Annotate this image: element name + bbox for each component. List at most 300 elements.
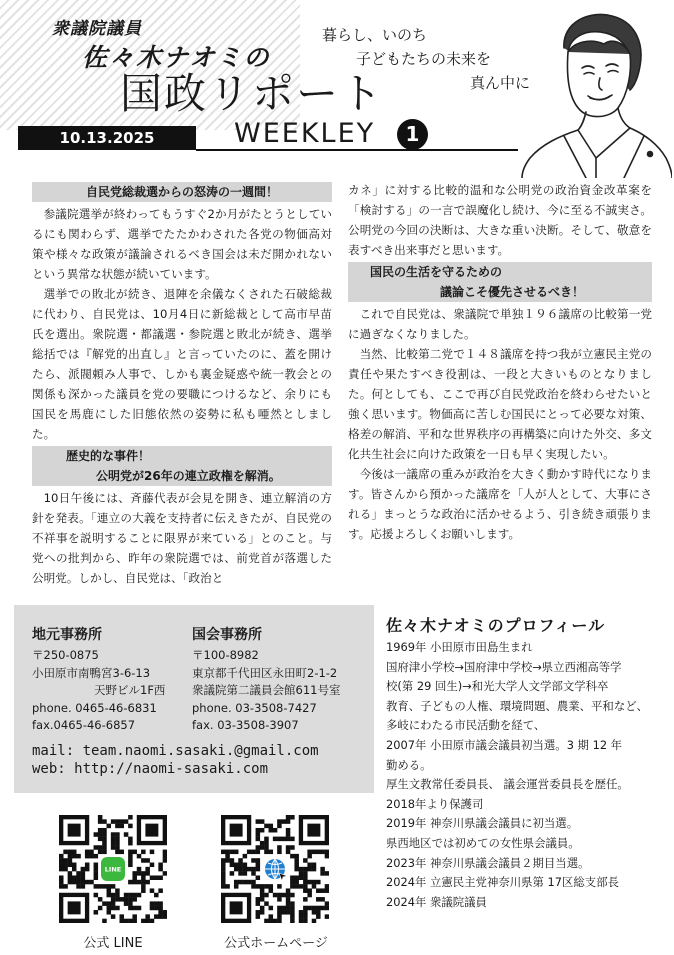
qr-module — [94, 854, 99, 859]
qr-module — [111, 837, 116, 842]
qr-module — [107, 893, 112, 898]
qr-module — [94, 867, 99, 872]
qr-module — [102, 841, 107, 846]
qr-module — [256, 850, 261, 855]
qr-module — [98, 819, 103, 824]
qr-module — [281, 837, 286, 842]
qr-module — [299, 910, 304, 915]
qr-module — [264, 850, 269, 855]
qr-module — [260, 819, 265, 824]
qr-module — [269, 828, 274, 833]
qr-module — [163, 858, 167, 863]
qr-module — [303, 914, 308, 919]
qr-module — [115, 841, 120, 846]
profile-line: 2007年 小田原市議会議員初当選。3 期 12 年 — [386, 737, 623, 752]
qr-module — [102, 901, 107, 906]
profile-line: 多岐にわたる市民活動を経て、 — [386, 718, 546, 733]
qr-module — [303, 888, 308, 893]
qr-module — [63, 850, 68, 855]
qr-module — [128, 841, 133, 846]
profile-title: 佐々木ナオミのプロフィール — [386, 616, 606, 635]
qr-module — [68, 858, 73, 863]
qr-finder-pattern — [68, 824, 81, 837]
qr-module — [68, 880, 73, 885]
qr-module — [132, 897, 137, 902]
website-link[interactable]: web: http://naomi-sasaki.com — [32, 761, 269, 777]
qr-module — [303, 880, 308, 885]
qr-module — [286, 910, 291, 915]
qr-module — [325, 884, 329, 889]
qr-module — [290, 875, 295, 880]
qr-module — [98, 815, 103, 820]
qr-module — [81, 871, 86, 876]
qr-module — [111, 901, 116, 906]
qr-module — [132, 914, 137, 919]
qr-module — [128, 901, 133, 906]
qr-module — [286, 832, 291, 837]
qr-module — [85, 867, 90, 872]
qr-module — [119, 897, 124, 902]
qr-module — [59, 884, 64, 889]
header-rule — [196, 149, 518, 151]
qr-module — [277, 914, 282, 919]
qr-module — [273, 837, 278, 842]
qr-module — [221, 863, 226, 868]
qr-module — [320, 888, 325, 893]
qr-module — [115, 824, 120, 829]
section-heading-line: 公明党が26年の連立政権を解消。 — [96, 469, 281, 483]
qr-module — [124, 832, 129, 837]
profile-line: 2024年 立憲民主党神奈川県第 17区総支部長 — [386, 875, 619, 890]
qr-module — [281, 893, 286, 898]
qr-module — [150, 901, 155, 906]
qr-module — [290, 880, 295, 885]
qr-module — [98, 845, 103, 850]
qr-module — [150, 863, 155, 868]
qr-module — [81, 867, 86, 872]
qr-module — [325, 854, 329, 859]
qr-module — [243, 871, 248, 876]
qr-module — [225, 854, 230, 859]
qr-module — [299, 914, 304, 919]
qr-module — [290, 845, 295, 850]
qr-module — [68, 850, 73, 855]
qr-module — [316, 906, 321, 911]
qr-module — [98, 837, 103, 842]
qr-finder-pattern — [145, 824, 158, 837]
profile-line: 教育、子どもの人権、環境問題、農業、平和など、 — [386, 698, 648, 713]
qr-module — [111, 832, 116, 837]
qr-module — [320, 897, 325, 902]
qr-module — [141, 875, 146, 880]
qr-module — [63, 863, 68, 868]
qr-module — [63, 884, 68, 889]
qr-module — [111, 893, 116, 898]
portrait-illustration — [512, 8, 672, 178]
qr-module — [85, 850, 90, 855]
qr-module — [269, 888, 274, 893]
report-title: 国政リポート — [120, 69, 385, 118]
slogan-line: 暮らし、いのち — [322, 26, 428, 44]
qr-module — [72, 854, 77, 859]
qr-module — [221, 880, 226, 885]
qr-module — [247, 867, 252, 872]
qr-module — [115, 850, 120, 855]
qr-module — [150, 850, 155, 855]
qr-module — [94, 893, 99, 898]
qr-module — [260, 888, 265, 893]
qr-module — [107, 888, 112, 893]
qr-module — [294, 884, 299, 889]
qr-module — [303, 897, 308, 902]
qr-module — [85, 880, 90, 885]
qr-module — [234, 863, 239, 868]
qr-module — [102, 837, 107, 842]
qr-module — [98, 897, 103, 902]
qr-module — [137, 867, 142, 872]
qr-module — [221, 875, 226, 880]
qr-finder-pattern — [230, 901, 243, 914]
profile-line: 校(第 29 回生)→和光大学人文学部文学科卒 — [386, 679, 609, 694]
qr-module — [312, 919, 317, 923]
qr-module — [141, 884, 146, 889]
qr-module — [141, 850, 146, 855]
qr-module — [290, 815, 295, 820]
article-paragraph: カネ」に対する比較的温和な公明党の政治資金改革案を「検討する」の一言で誤魔化し続け、今に至る不誠実さ。公明党の今回の決断は、大きな重い決断。そして、敬意を表すべき出来事だと思います。 — [348, 183, 652, 257]
qr-module — [256, 914, 261, 919]
qr-module — [256, 897, 261, 902]
qr-module — [303, 858, 308, 863]
qr-module — [225, 850, 230, 855]
qr-module — [256, 845, 261, 850]
diet-office-fax: fax. 03-3508-3907 — [192, 718, 299, 732]
qr-module — [277, 897, 282, 902]
qr-module — [294, 863, 299, 868]
qr-module — [59, 854, 64, 859]
qr-module — [137, 893, 142, 898]
qr-module — [230, 850, 235, 855]
qr-module — [107, 884, 112, 889]
qr-module — [234, 880, 239, 885]
qr-module — [128, 863, 133, 868]
qr-module — [158, 906, 163, 911]
qr-module — [76, 854, 81, 859]
slogan-line: 真ん中に — [470, 74, 531, 92]
qr-module — [312, 863, 317, 868]
qr-module — [251, 850, 256, 855]
qr-module — [128, 824, 133, 829]
qr-module — [115, 888, 120, 893]
qr-module — [316, 850, 321, 855]
qr-module — [256, 832, 261, 837]
qr-module — [89, 854, 94, 859]
local-office-fax: fax.0465-46-6857 — [32, 718, 136, 732]
local-office-title: 地元事務所 — [32, 627, 102, 643]
qr-module — [286, 888, 291, 893]
qr-module — [132, 880, 137, 885]
qr-module — [256, 910, 261, 915]
homepage-qr-code[interactable] — [221, 815, 329, 923]
qr-module — [238, 858, 243, 863]
qr-module — [269, 850, 274, 855]
qr-module — [256, 875, 261, 880]
qr-module — [102, 845, 107, 850]
qr-module — [59, 880, 64, 885]
qr-module — [316, 910, 321, 915]
qr-module — [307, 850, 312, 855]
qr-module — [225, 884, 230, 889]
qr-module — [102, 884, 107, 889]
qr-module — [137, 906, 142, 911]
qr-module — [247, 850, 252, 855]
qr-module — [132, 919, 137, 923]
local-office-building: 天野ビル1F西 — [94, 683, 166, 697]
qr-module — [234, 884, 239, 889]
qr-module — [277, 819, 282, 824]
qr-module — [286, 901, 291, 906]
qr-module — [132, 906, 137, 911]
qr-module — [102, 832, 107, 837]
qr-module — [234, 867, 239, 872]
qr-module — [281, 910, 286, 915]
diet-office — [192, 624, 340, 735]
qr-module — [269, 906, 274, 911]
qr-module — [303, 910, 308, 915]
qr-module — [145, 880, 150, 885]
qr-module — [158, 867, 163, 872]
qr-module — [72, 875, 77, 880]
section-heading-election — [32, 182, 332, 202]
diet-office-postal: 〒100-8982 — [192, 648, 259, 662]
qr-module — [238, 863, 243, 868]
qr-module — [230, 863, 235, 868]
qr-module — [163, 854, 167, 859]
qr-module — [277, 884, 282, 889]
qr-module — [294, 875, 299, 880]
qr-module — [145, 919, 150, 923]
qr-module — [238, 867, 243, 872]
qr-module — [273, 828, 278, 833]
qr-module — [111, 845, 116, 850]
qr-module — [269, 914, 274, 919]
qr-module — [281, 906, 286, 911]
qr-module — [158, 863, 163, 868]
qr-module — [128, 906, 133, 911]
profile-line: 2019年 神奈川県議会議員に初当選。 — [386, 816, 579, 831]
qr-module — [132, 893, 137, 898]
qr-module — [94, 845, 99, 850]
qr-module — [277, 910, 282, 915]
qr-module — [307, 893, 312, 898]
qr-module — [63, 867, 68, 872]
qr-module — [158, 910, 163, 915]
qr-module — [264, 884, 269, 889]
qr-module — [290, 901, 295, 906]
qr-module — [260, 897, 265, 902]
qr-module — [256, 901, 261, 906]
qr-module — [94, 832, 99, 837]
section-heading-line: 歴史的な事件！ — [66, 449, 151, 463]
qr-module — [85, 854, 90, 859]
qr-module — [98, 828, 103, 833]
qr-module — [115, 832, 120, 837]
qr-module — [307, 867, 312, 872]
qr-module — [94, 863, 99, 868]
profile-line: 2024年 衆議院議員 — [386, 894, 487, 909]
qr-module — [102, 828, 107, 833]
qr-module — [277, 837, 282, 842]
qr-module — [128, 893, 133, 898]
qr-module — [107, 910, 112, 915]
issue-date: 10.13.2025 — [18, 126, 196, 150]
profile-line: 県西地区では初めての女性県会議員。 — [386, 835, 580, 850]
line-qr-code[interactable] — [59, 815, 167, 923]
qr-module — [141, 880, 146, 885]
qr-module — [312, 906, 317, 911]
qr-module — [294, 854, 299, 859]
qr-module — [312, 850, 317, 855]
qr-module — [238, 871, 243, 876]
qr-module — [290, 914, 295, 919]
article-paragraph: 参議院選挙が終わってもうすぐ2か月がたとうとしているにも関わらず、選挙でたたかわされた各党の物価高対策や様々な政策が議論されるべき国会は未だ開かれないという異常な状態が続いています。 — [32, 207, 332, 281]
qr-module — [59, 875, 64, 880]
qr-module — [111, 914, 116, 919]
qr-module — [316, 914, 321, 919]
qr-module — [316, 888, 321, 893]
section-heading-komeito — [32, 446, 332, 486]
qr-module — [294, 858, 299, 863]
qr-module — [251, 884, 256, 889]
qr-module — [221, 867, 226, 872]
qr-module — [256, 863, 261, 868]
qr-module — [277, 824, 282, 829]
qr-module — [98, 832, 103, 837]
qr-module — [230, 871, 235, 876]
qr-module — [76, 884, 81, 889]
qr-module — [290, 837, 295, 842]
qr-module — [115, 897, 120, 902]
qr-module — [107, 901, 112, 906]
qr-module — [68, 863, 73, 868]
qr-module — [141, 871, 146, 876]
qr-module — [307, 880, 312, 885]
qr-module — [307, 863, 312, 868]
qr-module — [264, 845, 269, 850]
qr-module — [303, 871, 308, 876]
qr-module — [107, 824, 112, 829]
qr-module — [269, 884, 274, 889]
qr-module — [256, 819, 261, 824]
qr-module — [325, 850, 329, 855]
article-column-left — [32, 180, 332, 588]
qr-module — [111, 841, 116, 846]
qr-module — [81, 875, 86, 880]
qr-module — [59, 858, 64, 863]
local-office-phone[interactable]: phone. 0465-46-6831 — [32, 700, 157, 715]
qr-module — [221, 850, 226, 855]
qr-module — [107, 906, 112, 911]
email-link[interactable]: mail: team.naomi.sasaki.@gmail.com — [32, 743, 319, 759]
qr-module — [76, 875, 81, 880]
qr-finder-pattern — [68, 901, 81, 914]
qr-module — [132, 850, 137, 855]
qr-module — [111, 819, 116, 824]
qr-module — [137, 880, 142, 885]
qr-module — [325, 914, 329, 919]
qr-module — [76, 880, 81, 885]
qr-module — [312, 867, 317, 872]
qr-module — [307, 906, 312, 911]
article-paragraph: 選挙での敗北が続き、退陣を余儀なくされた石破総裁に代わり、自民党は、10月4日に新総裁として高市早苗氏を選出。衆院選・都議選・参院選と敗北が続き、選挙総括では『解党的出直し』と言っていたのに、蓋を開けたら、派閥頼み人事で、しかも裏金疑惑や統一教会との関係も深かった議員を党の要職につけるなど、余りにも国民を馬鹿にした旧態依然の姿勢に私も唖然としました。 — [32, 287, 332, 441]
qr-module — [303, 906, 308, 911]
diet-office-phone[interactable]: phone. 03-3508-7427 — [192, 700, 317, 715]
qr-module — [290, 919, 295, 923]
section-heading-line: 国民の生活を守るための — [370, 265, 503, 279]
qr-module — [68, 854, 73, 859]
qr-module — [325, 906, 329, 911]
qr-module — [299, 919, 304, 923]
diet-office-address: 東京都千代田区永田町2-1-2 — [192, 665, 338, 680]
homepage-qr-label: 公式ホームページ — [224, 936, 328, 951]
qr-module — [286, 906, 291, 911]
qr-module — [154, 914, 159, 919]
qr-module — [115, 906, 120, 911]
profile-line: 厚生文教常任委員長、 議会運営委員長を歴任。 — [386, 777, 629, 792]
qr-module — [320, 906, 325, 911]
qr-module — [115, 893, 120, 898]
qr-module — [68, 875, 73, 880]
qr-module — [137, 854, 142, 859]
qr-module — [312, 910, 317, 915]
profile-line: 2018年より保護司 — [386, 796, 484, 811]
qr-module — [264, 893, 269, 898]
qr-module — [72, 850, 77, 855]
qr-module — [119, 919, 124, 923]
qr-module — [124, 919, 129, 923]
qr-module — [145, 858, 150, 863]
qr-module — [132, 875, 137, 880]
qr-module — [238, 880, 243, 885]
qr-module — [102, 850, 107, 855]
qr-module — [94, 910, 99, 915]
qr-module — [286, 828, 291, 833]
qr-module — [260, 841, 265, 846]
qr-module — [256, 858, 261, 863]
qr-module — [128, 858, 133, 863]
qr-module — [286, 897, 291, 902]
qr-module — [59, 863, 64, 868]
profile-line: 国府津小学校→国府津中学校→県立西湘高等学 — [386, 659, 622, 674]
qr-module — [290, 910, 295, 915]
qr-module — [277, 919, 282, 923]
header-name: 佐々木ナオミの — [82, 43, 271, 72]
qr-module — [128, 919, 133, 923]
qr-module — [154, 875, 159, 880]
qr-module — [256, 884, 261, 889]
qr-module — [150, 888, 155, 893]
section-heading-line: 自民党総裁選からの怒涛の一週間！ — [85, 185, 278, 199]
qr-module — [63, 858, 68, 863]
qr-module — [316, 880, 321, 885]
qr-module — [290, 884, 295, 889]
qr-module — [264, 919, 269, 923]
qr-module — [81, 884, 86, 889]
qr-module — [256, 867, 261, 872]
qr-module — [286, 845, 291, 850]
qr-module — [303, 919, 308, 923]
qr-module — [251, 880, 256, 885]
qr-module — [277, 850, 282, 855]
